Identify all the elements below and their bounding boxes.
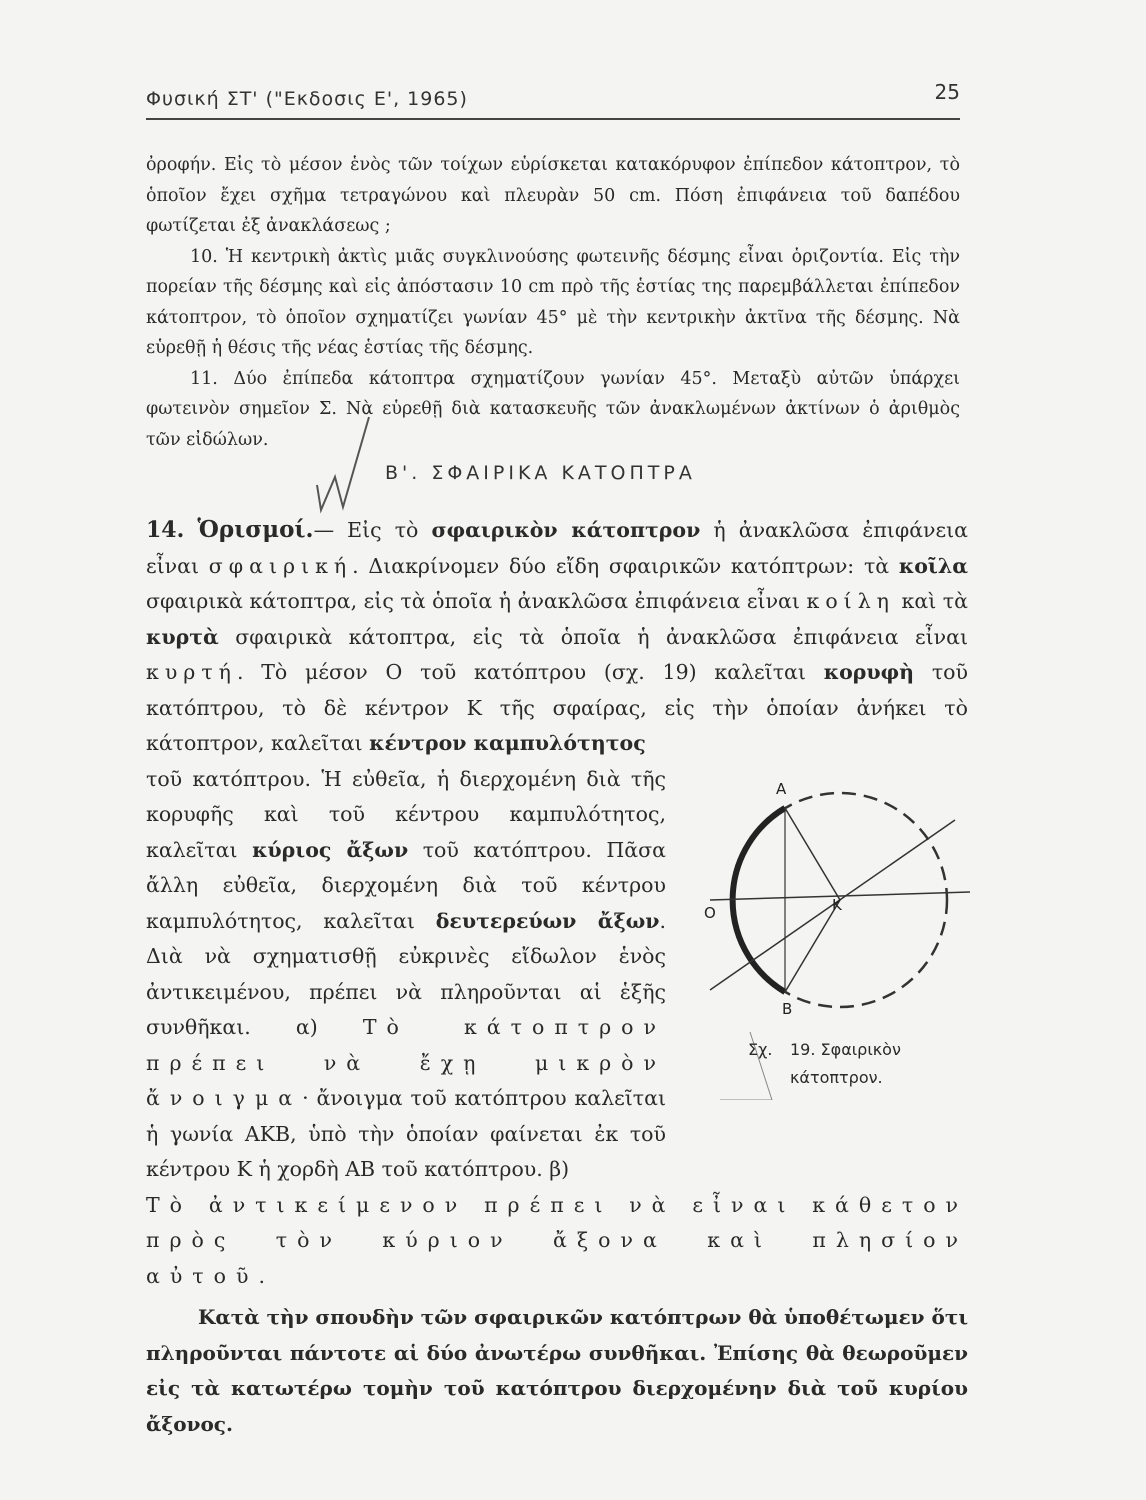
label-A: Α bbox=[776, 780, 787, 798]
text-run: σφαιρικὰ κάτοπτρα, εἰς τὰ ὁποῖα ἡ ἀνακλῶσα ἐπιφάνεια εἶναι bbox=[218, 624, 968, 649]
closing-paragraph: Κατὰ τὴν σπουδὴν τῶν σφαιρικῶν κατόπτρων θὰ ὑποθέτωμεν ὅτι πληροῦνται πάντοτε αἱ δύο ἀνωτέρω συνθῆκαι. Ἐπίσης θὰ θεωροῦμεν εἰς τὰ κατωτέρω τομὴν τοῦ κατόπτρου διερχομένην διὰ τοῦ κυρίου ἄξονος. bbox=[146, 1305, 968, 1436]
text-run: · ἄνοιγμα τοῦ κατόπτρου καλεῖται ἡ γωνία ΑΚΒ, ὑπὸ τὴν ὁποίαν φαίνεται ἐκ τοῦ κέντρου Κ ἡ χορδὴ ΑΒ τοῦ κατόπτρου. β) bbox=[146, 1086, 666, 1181]
figure-caption-prefix: Σχ. bbox=[748, 1040, 773, 1059]
text-run: τοῦ κατόπτρου, τὸ δὲ κέντρον Κ τῆς σφαίρας, εἰς τὴν ὁποίαν ἀνήκει τὸ κάτοπτρον, καλεῖται bbox=[146, 660, 968, 755]
text-run: . Διὰ νὰ σχηματισθῇ εὐκρινὲς εἴδωλον ἑνὸς ἀντικειμένου, πρέπει νὰ πληροῦνται αἱ ἑξῆς συνθῆκαι. α) bbox=[146, 908, 666, 1039]
page-number: 25 bbox=[934, 80, 960, 104]
text-run: — Εἰς τὸ bbox=[313, 518, 432, 542]
section-number: 14. bbox=[146, 517, 185, 543]
term-concave: κοῖλα bbox=[898, 553, 968, 578]
exercise-list bbox=[146, 150, 960, 455]
text-run: ἡ ἀνακλῶσα ἐπιφάνεια εἶναι bbox=[146, 518, 968, 578]
text-run: . Διακρίνομεν δύο εἴδη σφαιρικῶν κατόπτρων: τὰ bbox=[352, 553, 899, 578]
figure-caption-line2: κάτοπτρον. bbox=[790, 1068, 883, 1087]
term-convex: κυρτὰ bbox=[146, 624, 219, 649]
page-header bbox=[146, 78, 960, 120]
term-center-of-curvature: κέντρον καμπυλότητος bbox=[369, 731, 646, 755]
term-secondary-axis: δευτερεύων ἄξων bbox=[435, 908, 660, 933]
emph-convex: κυρτή bbox=[146, 660, 237, 684]
mirror-arc bbox=[733, 808, 785, 992]
text-run: τοῦ κατόπτρου. Ἡ εὐθεῖα, ἡ διερχομένη διὰ τῆς κορυφῆς καὶ τοῦ κέντρου καμπυλότητος, καλεῖται bbox=[146, 766, 666, 862]
section-14-paragraph bbox=[146, 512, 968, 762]
pencil-check-mark-icon bbox=[313, 415, 373, 515]
term-vertex: κορυφὴ bbox=[823, 660, 915, 684]
section-title: Ὁρισμοί. bbox=[197, 516, 314, 543]
running-title: Φυσική ΣΤ' ("Εκδοσις Ε', 1965) bbox=[146, 88, 468, 110]
term-principal-axis: κύριος ἄξων bbox=[252, 837, 409, 862]
section-14-paragraph-wrap bbox=[146, 762, 666, 1188]
figure-caption-line1: 19. Σφαιρικὸν bbox=[790, 1040, 901, 1059]
text-run: καὶ τὰ bbox=[894, 589, 968, 613]
emph-spherical: σφαιρική bbox=[208, 553, 353, 578]
term-spherical-mirror: σφαιρικὸν κάτοπτρον bbox=[431, 518, 701, 542]
label-B: Β bbox=[782, 1000, 793, 1018]
text-run: τοῦ κατόπτρου. Πᾶσα ἄλλη εὐθεῖα, διερχομένη διὰ τοῦ κέντρου καμπυλότητος, καλεῖται bbox=[146, 837, 666, 933]
label-O: Ο bbox=[704, 904, 716, 922]
text-run: σφαιρικὰ κάτοπτρα, εἰς τὰ ὁποῖα ἡ ἀνακλῶσα ἐπιφάνεια εἶναι bbox=[146, 589, 807, 613]
label-K: Κ bbox=[832, 896, 842, 914]
radius-KA bbox=[785, 808, 840, 900]
condition-a: Τὸ κάτοπτρον πρέπει νὰ ἔχῃ μικρὸν ἄνοιγμα bbox=[146, 1015, 666, 1110]
text-run: . Τὸ μέσον Ο τοῦ κατόπτρου (σχ. 19) καλεῖται bbox=[236, 660, 824, 684]
exercise-11: 11. Δύο ἐπίπεδα κάτοπτρα σχηματίζουν γωνίαν 45°. Μεταξὺ αὐτῶν ὑπάρχει φωτεινὸν σημεῖον Σ. Νὰ εὑρεθῇ διὰ κατασκευῆς τῶν ἀνακλωμένων ἀκτίνων ὁ ἀριθμὸς τῶν εἰδώλων. bbox=[146, 368, 960, 450]
condition-b-paragraph bbox=[146, 1188, 968, 1295]
exercise-10: 10. Ἡ κεντρικὴ ἀκτὶς μιᾶς συγκλινούσης φωτεινῆς δέσμης εἶναι ὁριζοντία. Εἰς τὴν πορείαν τῆς δέσμης καὶ εἰς ἀπόστασιν 10 cm πρὸ τῆς ἑστίας της παρεμβάλλεται ἐπίπεδον κάτοπτρον, τὸ ὁποῖον σχηματίζει γωνίαν 45° μὲ τὴν κεντρικὴν ἀκτῖνα τῆς δέσμης. Νὰ εὑρεθῇ ἡ θέσις τῆς νέας ἑστίας τῆς δέσμης. bbox=[146, 246, 960, 358]
section-heading: Β'. ΣΦΑΙΡΙΚΑ ΚΑΤΟΠΤΡΑ bbox=[385, 462, 696, 484]
exercise-9-continuation: ὀροφήν. Εἰς τὸ μέσον ἑνὸς τῶν τοίχων εὑρίσκεται κατακόρυφον ἐπίπεδον κάτοπτρον, τὸ ὁποῖον ἔχει σχῆμα τετραγώνου καὶ πλευρὰν 50 cm. Πόση ἐπιφάνεια τοῦ δαπέδου φωτίζεται ἐξ ἀνακλάσεως ; bbox=[146, 155, 960, 236]
emph-concave: κοίλη bbox=[806, 589, 895, 613]
condition-b: Τὸ ἀντικείμενον πρέπει νὰ εἶναι κάθετον πρὸς τὸν κύριον ἄξονα καὶ πλησίον αὐτοῦ. bbox=[146, 1192, 968, 1288]
